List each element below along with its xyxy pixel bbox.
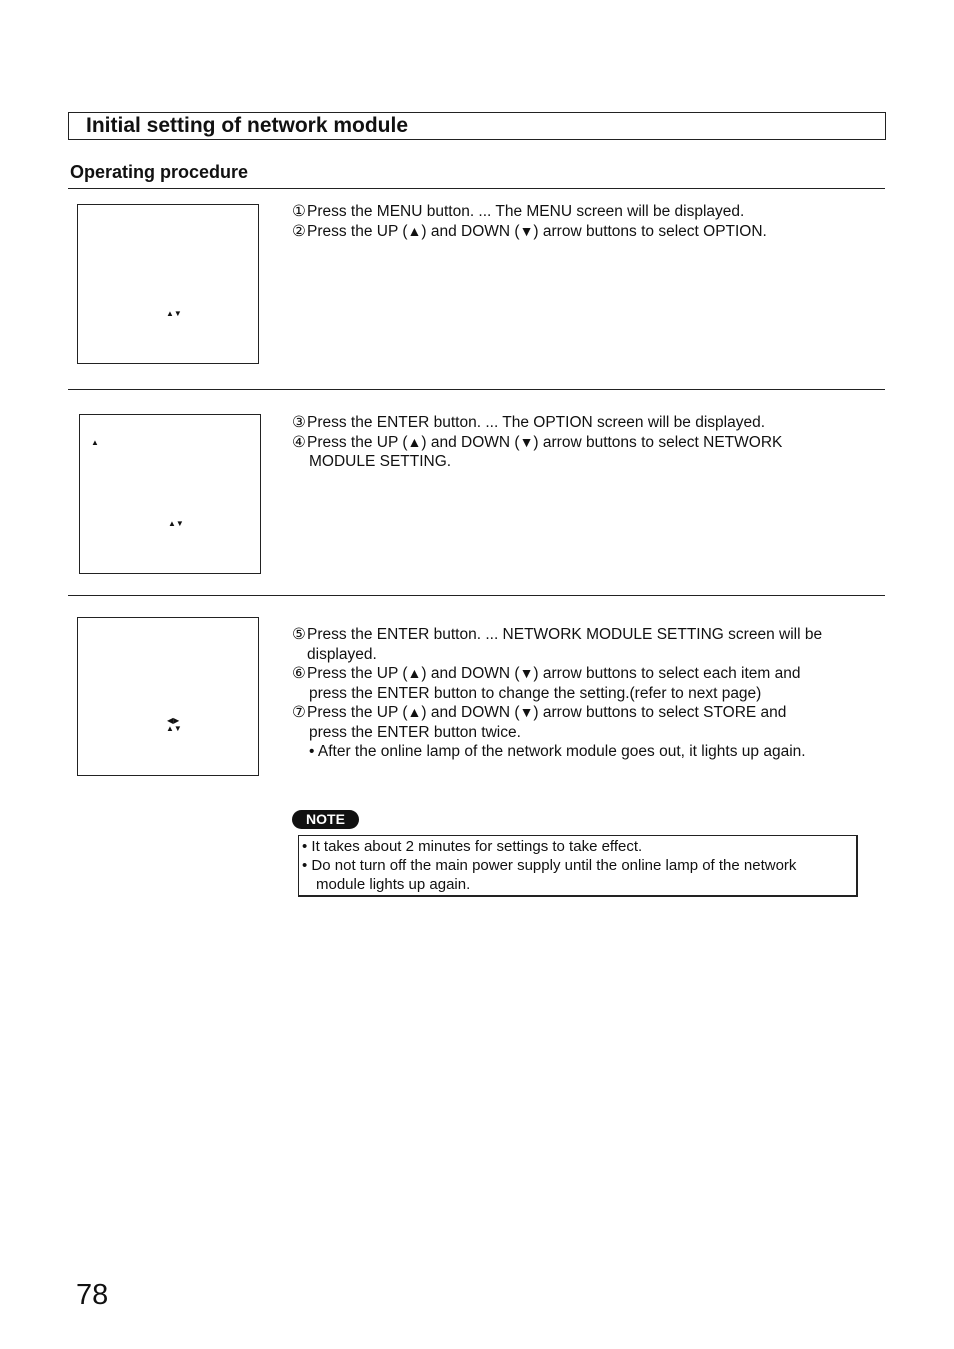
- note-item: • It takes about 2 minutes for settings to take effect.: [302, 838, 643, 855]
- step-1: [292, 202, 767, 222]
- up-down-arrows-icon: ▲▼: [166, 309, 182, 318]
- step-number: ①: [292, 203, 306, 220]
- menu-screen-illustration: [77, 204, 259, 364]
- up-down-arrows-icon: ▲▼: [166, 724, 182, 733]
- section-subtitle: Operating procedure: [70, 162, 249, 182]
- page-title: Initial setting of network module: [86, 114, 409, 137]
- up-arrow-icon: ▲: [407, 704, 422, 720]
- down-arrow-icon: ▼: [519, 433, 534, 450]
- down-arrow-icon: ▼: [519, 665, 534, 681]
- step-continuation: press the ENTER button to change the setting.(refer to next page): [309, 684, 762, 702]
- step-number: ④: [292, 433, 306, 451]
- up-down-arrows-icon: ▲▼: [168, 519, 184, 528]
- step-text: ) arrow buttons to select NETWORK: [533, 433, 783, 451]
- divider-middle: [68, 389, 885, 390]
- up-arrow-icon: ▲: [407, 222, 422, 239]
- step-text: Press the ENTER button. ... The OPTION screen will be displayed.: [307, 414, 766, 431]
- step-text: Press the UP (: [307, 665, 408, 682]
- step-2: [292, 222, 767, 242]
- step-7: [292, 703, 822, 723]
- step-text: Press the MENU button. ... The MENU screen will be displayed.: [307, 203, 745, 220]
- step-number: ⑤: [292, 626, 306, 643]
- step-number: ②: [292, 222, 306, 240]
- note-item-continuation: module lights up again.: [316, 876, 471, 893]
- step-text: Press the UP (: [307, 704, 408, 721]
- step-5: [292, 625, 822, 645]
- divider-top: [68, 188, 885, 189]
- step-text: ) arrow buttons to select each item and: [533, 665, 801, 682]
- step-number: ⑥: [292, 665, 306, 682]
- steps-block-1: [292, 202, 767, 241]
- step-bullet: • After the online lamp of the network module goes out, it lights up again.: [309, 743, 806, 760]
- step-text: Press the UP (: [307, 222, 408, 240]
- step-number: ⑦: [292, 704, 306, 721]
- section-title-box: [68, 112, 886, 140]
- step-continuation: displayed.: [307, 645, 377, 663]
- down-arrow-icon: ▼: [519, 704, 534, 720]
- step-text: ) and DOWN (: [421, 222, 520, 240]
- up-arrow-icon: ▲: [407, 433, 422, 450]
- step-text: ) arrow buttons to select STORE and: [533, 704, 787, 721]
- note-badge: NOTE: [292, 810, 359, 829]
- up-arrow-icon: ▲: [407, 665, 422, 681]
- steps-block-3: [292, 625, 822, 762]
- step-number: ③: [292, 414, 306, 431]
- steps-block-2: [292, 413, 782, 472]
- step-text: Press the ENTER button. ... NETWORK MODULE SETTING screen will be: [307, 626, 823, 643]
- step-text: Press the UP (: [307, 433, 408, 451]
- divider-bottom: [68, 595, 885, 596]
- network-module-screen-illustration: [77, 617, 259, 776]
- page-number: 78: [76, 1279, 109, 1311]
- step-text: ) and DOWN (: [421, 704, 520, 721]
- step-text: ) and DOWN (: [421, 433, 520, 451]
- step-continuation: press the ENTER button twice.: [309, 723, 521, 741]
- cursor-up-arrow-icon: ▲: [91, 438, 99, 447]
- step-continuation: MODULE SETTING.: [309, 453, 452, 470]
- step-text: ) and DOWN (: [421, 665, 520, 682]
- step-3: [292, 413, 782, 433]
- step-6: [292, 664, 822, 684]
- down-arrow-icon: ▼: [519, 222, 534, 239]
- note-box: [298, 835, 858, 897]
- note-item: • Do not turn off the main power supply until the online lamp of the network: [302, 857, 797, 874]
- step-4: [292, 433, 782, 453]
- option-screen-illustration: [79, 414, 261, 574]
- left-right-arrows-icon: ◀▶: [167, 716, 180, 725]
- step-text: ) arrow buttons to select OPTION.: [533, 222, 767, 240]
